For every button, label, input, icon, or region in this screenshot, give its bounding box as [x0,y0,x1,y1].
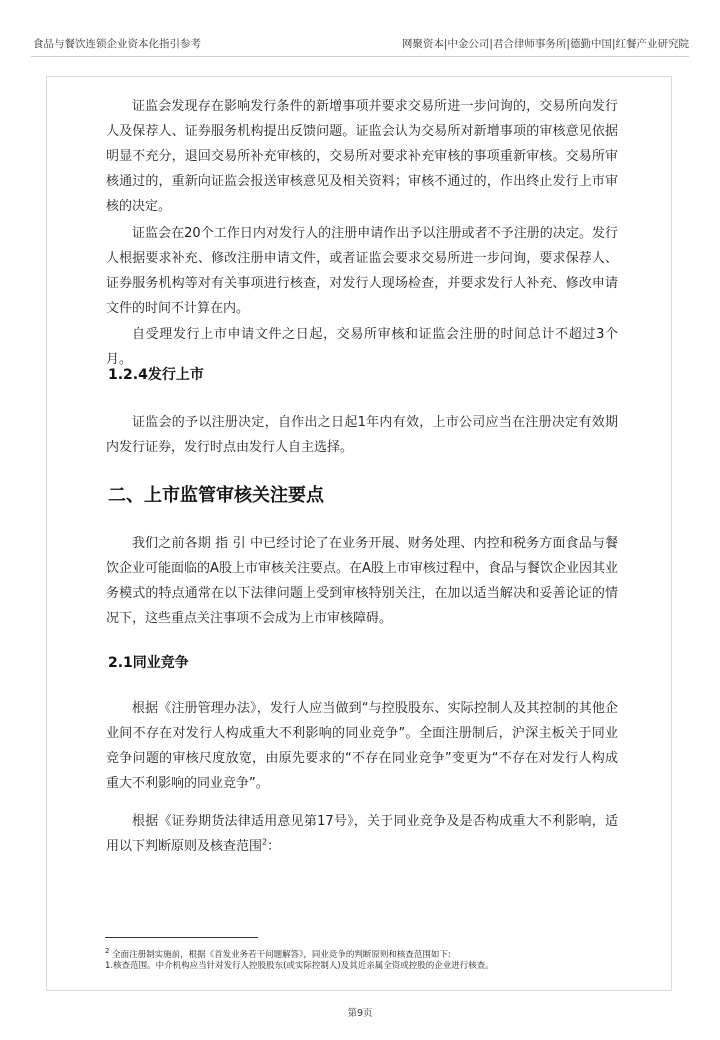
page-number: 第9页 [347,1008,373,1019]
paragraph-text: 自受理发行上市申请文件之日起，交易所审核和证监会注册的时间总计不超过3个月。 [106,327,618,367]
paragraph-text: 证监会的予以注册决定，自作出之日起1年内有效，上市公司应当在注册决定有效期内发行证券，发行时点由发行人自主选择。 [106,415,618,455]
paragraph-text: 证监会在20个工作日内对发行人的注册申请作出予以注册或者不予注册的决定。发行人根据要求补充、修改注册申请文件，或者证监会要求交易所进一步问询，要求保荐人、证券服务机构等对有关事项进行核查，对发行人现场检查，并要求发行人补充、修改申请文件的时间不计算在内。 [106,226,618,316]
paragraph-2 [106,221,618,321]
paragraph-6 [106,696,618,796]
paragraph-4 [106,410,618,460]
paragraph-text: 根据《注册管理办法》，发行人应当做到“与控股股东、实际控制人及其控制的其他企业间不存在对发行人构成重大不利影响的同业竞争”。全面注册制后，沪深主板关于同业竞争问题的审核尺度放宽，由原先要求的“不存在同业竞争”变更为“不存在对发行人构成重大不利影响的同业竞争”。 [106,701,618,791]
footnote-mark: 2 [105,947,110,955]
heading-2-1: 2.1同业竞争 [108,655,189,671]
header-divider [31,56,689,57]
paragraph-1 [106,94,618,219]
footnote-ref: 2 [262,837,268,847]
paragraph-5 [106,531,618,631]
paragraph-7-end: ： [267,839,281,854]
footnote-text-1: 全面注册制实施前，根据《首发业务若干问题解答》，同业竞争的判断原则和核查范围如下: [109,949,451,960]
header-left-title: 食品与餐饮连锁企业资本化指引参考 [33,38,201,50]
paragraph-text [106,809,618,859]
paragraph-text: 我们之前各期 指 引 中已经讨论了在业务开展、财务处理、内控和税务方面食品与餐饮企业可能面临的A股上市审核关注要点。在A股上市审核过程中，食品与餐饮企业因其业务模式的特点通常在以下法律问题上受到审核特别关注，在加以适当解决和妥善论证的情况下，这些重点关注事项不会成为上市审核障碍。 [106,536,618,626]
paragraph-7 [106,809,618,859]
paragraph-7-text: 根据《证券期货法律适用意见第17号》，关于同业竞争及是否构成重大不利影响，适用以下判断原则及核查范围 [106,814,618,854]
footnote-divider [105,937,258,938]
header-right-sponsors: 网聚资本|中金公司|君合律师事务所|德勤中国|红餐产业研究院 [401,38,689,50]
heading-1-2-4: 1.2.4发行上市 [108,367,204,383]
footnote-line-2: 1.核查范围。中介机构应当针对发行人控股股东(或实际控制人)及其近亲属全资或控股的企业进行核查。 [105,961,494,971]
paragraph-text: 证监会发现存在影响发行条件的新增事项并要求交易所进一步问询的，交易所向发行人及保荐人、证券服务机构提出反馈问题。证监会认为交易所对新增事项的审核意见依据明显不充分，退回交易所补充审核的，交易所对要求补充审核的事项重新审核。交易所审核通过的，重新向证监会报送审核意见及相关资料；审核不通过的，作出终止发行上市审核的决定。 [106,99,618,214]
heading-section-2: 二、上市监管审核关注要点 [108,485,324,506]
